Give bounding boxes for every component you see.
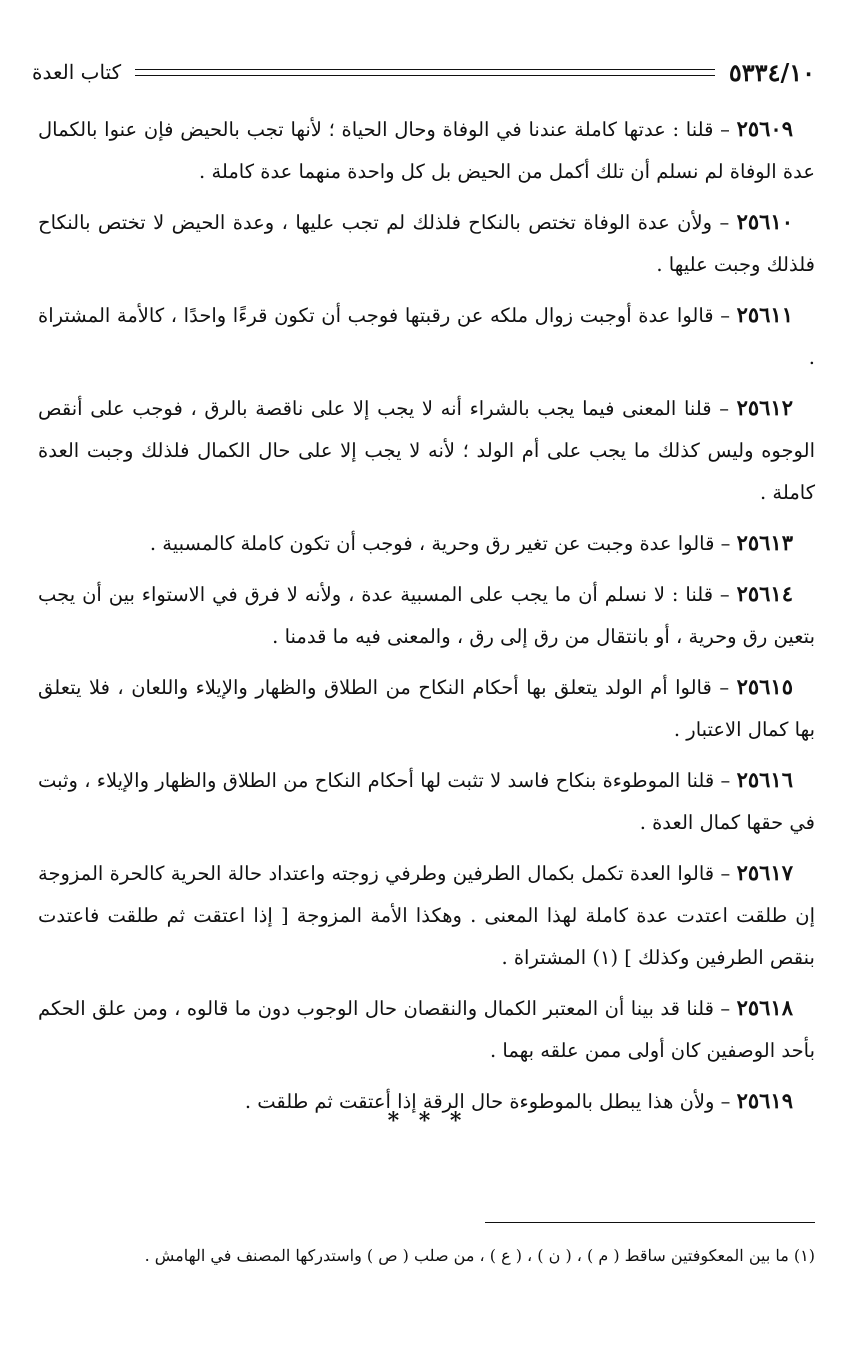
paragraph-number: ٢٥٦١٢ xyxy=(736,395,793,420)
paragraph-number: ٢٥٦١٠ xyxy=(736,209,793,234)
paragraph-number: ٢٥٦١٥ xyxy=(736,674,793,699)
paragraph xyxy=(38,522,815,565)
paragraph-number: ٢٥٦١١ xyxy=(736,302,793,327)
paragraph-number: ٢٥٦١٦ xyxy=(736,767,793,792)
footnote: (١) ما بين المعكوفتين ساقط ( م ) ، ( ن ) ، ( ع ) ، من صلب ( ص ) واستدركها المصنف في الهامش . xyxy=(144,1246,815,1265)
paragraph xyxy=(38,852,815,979)
paragraph xyxy=(38,759,815,844)
paragraph xyxy=(38,294,815,379)
paragraph xyxy=(38,201,815,286)
paragraph-text: – قلنا المعنى فيما يجب بالشراء أنه لا يجب إلا على ناقصة بالرق ، فوجب على أنقص الوجوه وليس كذلك ما يجب على أم الولد ؛ لأنه لا يجب إلا على حال الكمال فلذلك وجبت العدة كاملة . xyxy=(38,397,815,504)
paragraph xyxy=(38,108,815,193)
paragraph-text: – قلنا الموطوءة بنكاح فاسد لا تثبت لها أحكام النكاح من الطلاق والظهار والإيلاء ، وثبت في حقها كمال العدة . xyxy=(38,769,815,834)
page-header xyxy=(32,52,815,92)
paragraph xyxy=(38,987,815,1072)
paragraph xyxy=(38,573,815,658)
paragraph-number: ٢٥٦١٨ xyxy=(736,995,793,1020)
paragraph-text: – قلنا : لا نسلم أن ما يجب على المسبية عدة ، ولأنه لا فرق في الاستواء بين أن يجب بتعين رق وحرية ، أو بانتقال من رق إلى رق ، والمعنى فيه ما قدمنا . xyxy=(38,583,815,648)
paragraph-number: ٢٥٦١٧ xyxy=(736,860,793,885)
paragraph-text: – قالوا عدة وجبت عن تغير رق وحرية ، فوجب أن تكون كاملة كالمسبية . xyxy=(149,532,737,555)
paragraph-number: ٢٥٦٠٩ xyxy=(736,116,793,141)
book-title: كتاب العدة xyxy=(32,60,122,84)
paragraph-number: ٢٥٦١٩ xyxy=(736,1088,793,1113)
paragraph-text: – قالوا العدة تكمل بكمال الطرفين وطرفي زوجته واعتداد حالة الحرية كالحرة المزوجة إن طلقت اعتدت عدة كاملة لهذا المعنى . وهكذا الأمة المزوجة [ إذا اعتقت ثم طلقت فاعتدت بنقص الطرفين وكذلك ] (١) المشتراة . xyxy=(38,862,815,969)
paragraph-number: ٢٥٦١٤ xyxy=(736,581,793,606)
paragraph-text: – ولأن عدة الوفاة تختص بالنكاح فلذلك لم تجب عليها ، وعدة الحيض لا تختص بالنكاح فلذلك وجبت عليها . xyxy=(38,211,815,276)
paragraph-text: – قالوا عدة أوجبت زوال ملكه عن رقبتها فوجب أن تكون قرءًا واحدًا ، كالأمة المشتراة . xyxy=(38,304,815,369)
paragraph xyxy=(38,387,815,514)
paragraph xyxy=(38,666,815,751)
footnote-rule xyxy=(485,1222,815,1223)
paragraph-text: – ولأن هذا يبطل بالموطوءة حال الرقة إذا أعتقت ثم طلقت . xyxy=(244,1090,737,1113)
paragraph-text: – قالوا أم الولد يتعلق بها أحكام النكاح من الطلاق والظهار والإيلاء واللعان ، فلا يتعلق بها كمال الاعتبار . xyxy=(38,676,815,741)
paragraph-text: – قلنا قد بينا أن المعتبر الكمال والنقصان حال الوجوب دون ما قالوه ، ومن علق الحكم بأحد الوصفين كان أولى ممن علقه بهما . xyxy=(38,997,815,1062)
section-separator: * * * xyxy=(387,1108,468,1134)
page-number: ٥٣٣٤/١٠ xyxy=(728,57,815,87)
header-rule xyxy=(135,69,715,76)
paragraph-number: ٢٥٦١٣ xyxy=(736,530,793,555)
paragraph-text: – قلنا : عدتها كاملة عندنا في الوفاة وحال الحياة ؛ لأنها تجب بالحيض فإن عنوا بالكمال عدة الوفاة لم نسلم أن تلك أكمل من الحيض بل كل واحدة منهما عدة كاملة . xyxy=(38,118,815,183)
page-body xyxy=(38,108,815,1131)
